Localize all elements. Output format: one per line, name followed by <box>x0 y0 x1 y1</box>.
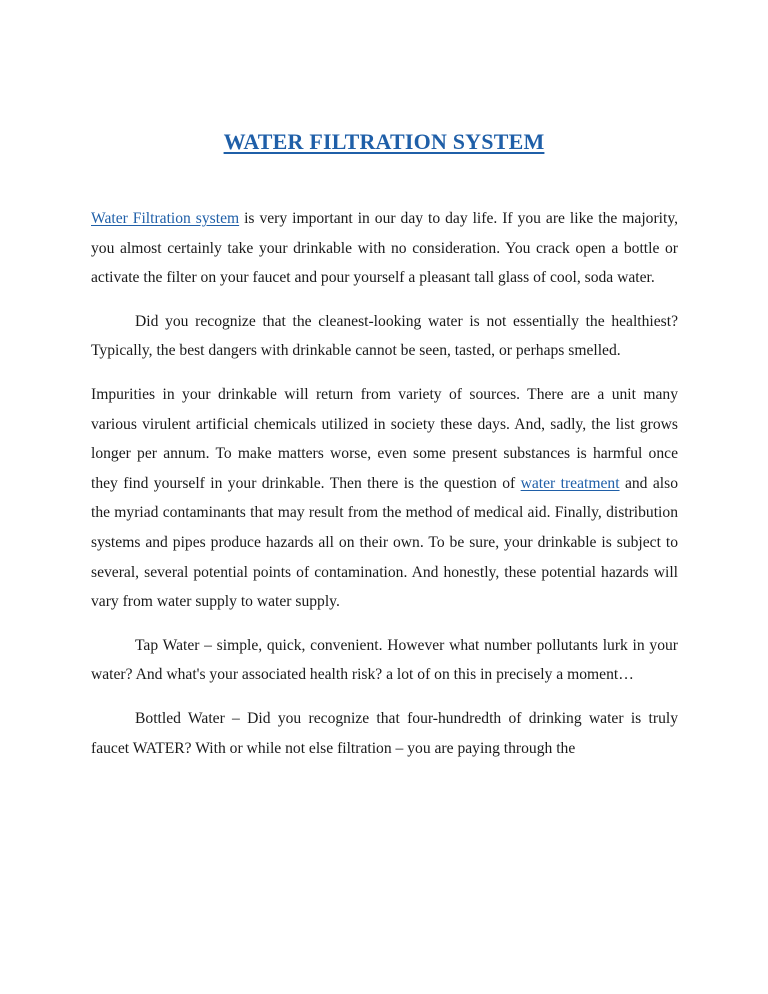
paragraph-5: Bottled Water – Did you recognize that four-hundredth of drinking water is truly faucet WATER? With or while not else filtration – you are paying through the <box>91 709 678 757</box>
title-text: WATER FILTRATION SYSTEM <box>223 129 545 154</box>
water-filtration-link[interactable]: Water Filtration system <box>91 210 240 227</box>
paragraph-3-text-after: and also the myriad contaminants that may result from the method of medical aid. Finally, distribution systems and pipes produce hazards all on their own. To be sure, your drinkable is subject to several, several potential points of contamination. And honestly, these potential hazards will vary from water supply to water supply. <box>91 474 678 611</box>
document-title <box>0 120 768 157</box>
paragraph-3 <box>91 380 678 617</box>
paragraph-2: Did you recognize that the cleanest-looking water is not essentially the healthiest? Typically, the best dangers with drinkable cannot be seen, tasted, or perhaps smelled. <box>91 312 678 360</box>
water-treatment-link[interactable]: water treatment <box>520 474 620 492</box>
paragraph-4: Tap Water – simple, quick, convenient. However what number pollutants lurk in your water? And what's your associated health risk? a lot of on this in precisely a moment… <box>91 636 678 684</box>
paragraph-1 <box>91 204 678 293</box>
document-body <box>91 204 678 777</box>
paragraph-1-text: is very important in our day to day life. If you are like the majority, you almost certainly take your drinkable with no consideration. You crack open a bottle or activate the filter on your faucet and pour yourself a pleasant tall glass of cool, soda water. <box>91 210 678 287</box>
paragraph-3-text-before: Impurities in your drinkable will return from variety of sources. There are a unit many various virulent artificial chemicals utilized in society these days. And, sadly, the list grows longer per annum. To make matters worse, even some present substances is harmful once they find yourself in your drinkable. Then there is the question of <box>91 385 678 492</box>
